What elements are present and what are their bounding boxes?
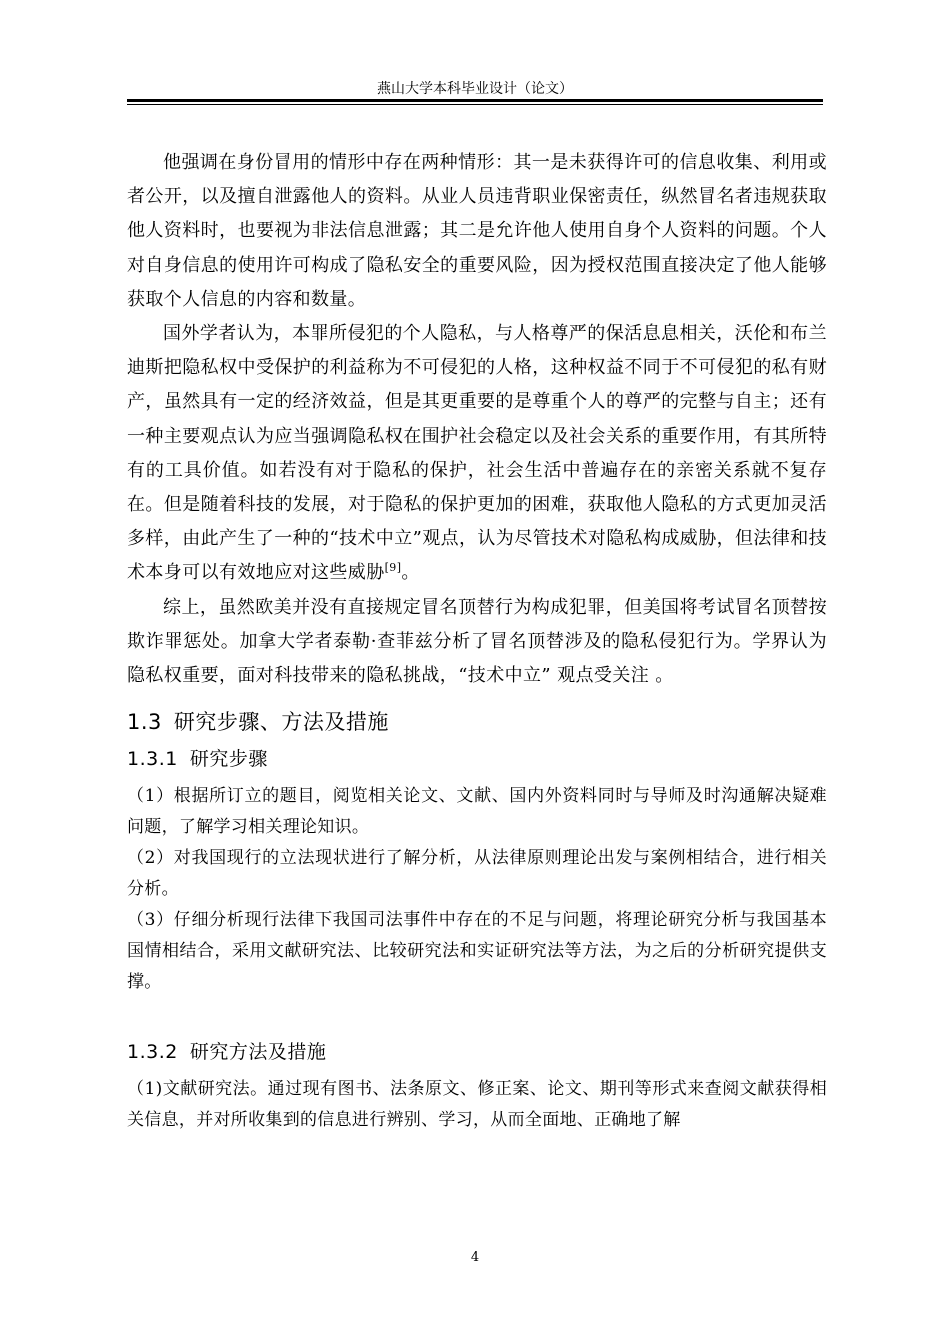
page-number: 4 (470, 1250, 480, 1265)
paragraph-identity-fraud: 他强调在身份冒用的情形中存在两种情形：其一是未获得许可的信息收集、利用或者公开，以及擅自泄露他人的资料。从业人员违背职业保密责任，纵然冒名者违规获取他人资料时，也要视为非法信息泄露；其二是允许他人使用自身个人资料的问题。个人对自身信息的使用许可构成了隐私安全的重要风险，因为授权范围直接决定了他人能够获取个人信息的内容和数量。 (127, 152, 827, 310)
running-header: 燕山大学本科毕业设计（论文） (377, 81, 573, 97)
section-title: 研究步骤、方法及措施 (173, 710, 389, 735)
section-heading-1-3-1 (127, 745, 827, 773)
section-title: 研究步骤 (189, 748, 268, 771)
citation-superscript: [9] (384, 561, 402, 575)
list-item: （1)文献研究法。通过现有图书、法条原文、修正案、论文、期刊等形式来查阅文献获得相关信息，并对所收集到的信息进行辨别、学习，从而全面地、正确地了解 (127, 1079, 827, 1131)
list-item: （3）仔细分析现行法律下我国司法事件中存在的不足与问题，将理论研究分析与我国基本国情相结合，采用文献研究法、比较研究法和实证研究法等方法，为之后的分析研究提供支撑。 (127, 910, 827, 993)
body-text (127, 146, 827, 1136)
list-item: （1）根据所订立的题目，阅览相关论文、文献、国内外资料同时与导师及时沟通解决疑难问题，了解学习相关理论知识。 (127, 786, 827, 838)
section-heading-1-3-2 (127, 1038, 827, 1066)
section-number: 1.3.2 (127, 1041, 178, 1064)
paragraph-end-punct: 。 (401, 562, 420, 584)
header-rule-thick (127, 99, 823, 102)
paragraph-foreign-scholars (127, 317, 827, 591)
section-number: 1.3.1 (127, 748, 178, 771)
section-title: 研究方法及措施 (189, 1041, 327, 1064)
paragraph-text: 国外学者认为，本罪所侵犯的个人隐私，与人格尊严的保活息息相关，沃伦和布兰迪斯把隐私权中受保护的利益称为不可侵犯的人格，这种权益不同于不可侵犯的私有财产，虽然具有一定的经济效益，但是其更重要的是尊重个人的尊严的完整与自主；还有一种主要观点认为应当强调隐私权在围护社会稳定以及社会关系的重要作用，有其所特有的工具价值。如若没有对于隐私的保护，社会生活中普遍存在的亲密关系就不复存在。但是随着科技的发展，对于隐私的保护更加的困难，获取他人隐私的方式更加灵活多样，由此产生了一种的“技术中立”观点，认为尽管技术对隐私构成威胁，但法律和技术本身可以有效地应对这些威胁 (127, 323, 828, 584)
section-number: 1.3 (127, 710, 162, 735)
section-heading-1-3 (127, 707, 827, 737)
header-rule-thin (127, 104, 823, 105)
paragraph-summary: 综上，虽然欧美并没有直接规定冒名顶替行为构成犯罪，但美国将考试冒名顶替按欺诈罪惩处。加拿大学者泰勒·查菲兹分析了冒名顶替涉及的隐私侵犯行为。学界认为隐私权重要，面对科技带来的隐私挑战，“技术中立” 观点受关注 。 (127, 596, 827, 687)
list-item: （2）对我国现行的立法现状进行了解分析，从法律原则理论出发与案例相结合，进行相关分析。 (127, 848, 827, 900)
